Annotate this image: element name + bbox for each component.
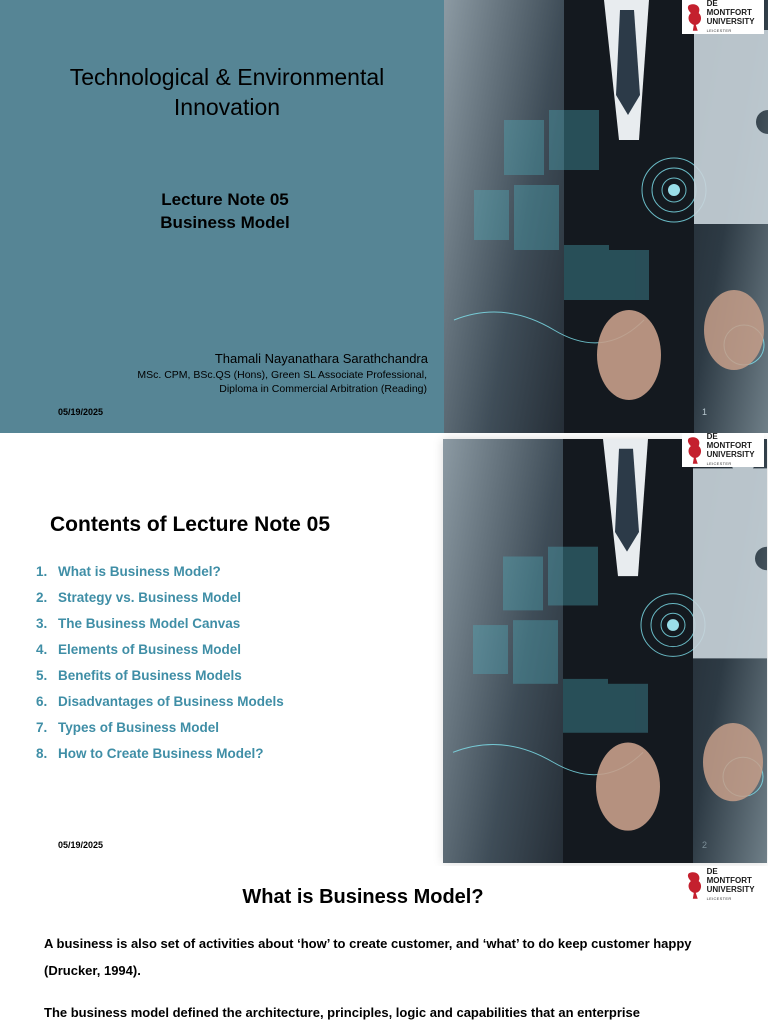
- page-number: 1: [702, 407, 708, 417]
- page-number: 2: [702, 840, 708, 850]
- university-logo: [682, 433, 764, 467]
- slide-date: 05/19/2025: [58, 840, 104, 850]
- list-item: 2. Strategy vs. Business Model: [36, 590, 242, 605]
- list-item: 8. How to Create Business Model?: [36, 746, 264, 761]
- list-item: 7. Types of Business Model: [36, 720, 220, 735]
- title-line-2: Innovation: [173, 94, 281, 120]
- contents-list: [36, 562, 284, 770]
- list-item: 1. What is Business Model?: [36, 564, 221, 579]
- author-name: Thamali Nayanathara Sarathchandra: [214, 351, 428, 366]
- slide-2: [0, 433, 768, 866]
- section-title: What is Business Model?: [242, 886, 484, 908]
- logo-line-2: UNIVERSITY: [706, 885, 755, 894]
- business-technology-photo: [444, 0, 768, 433]
- logo-line-3: LEICESTER: [706, 28, 732, 33]
- logo-line-2: UNIVERSITY: [706, 450, 755, 459]
- list-item: 6. Disadvantages of Business Models: [36, 694, 284, 709]
- photo-illustration: [443, 439, 767, 863]
- logo-line-1: DE MONTFORT: [706, 433, 752, 450]
- logo-line-1: DE MONTFORT: [706, 867, 752, 885]
- lecture-subtitle: [120, 188, 330, 234]
- slide-1: [0, 0, 768, 433]
- definition-paragraph-2: The business model defined the architecture, principles, logic and capabilities that an enterprise: [44, 1005, 640, 1020]
- list-item: 3. The Business Model Canvas: [36, 616, 241, 631]
- contents-title: Contents of Lecture Note 05: [50, 513, 331, 536]
- slide-3: [0, 866, 768, 1024]
- author-credentials: [137, 369, 427, 396]
- logo-line-3: LEICESTER: [706, 461, 732, 466]
- business-technology-photo: [443, 439, 767, 863]
- definition-paragraph-1: A business is also set of activities about ‘how’ to create customer, and ‘what’ to do keep customer happy (Drucker, 1994).: [44, 936, 692, 978]
- dmu-crest-icon: [685, 435, 705, 465]
- logo-line-3: LEICESTER: [706, 896, 732, 901]
- subtitle-line-1: Lecture Note 05: [161, 190, 289, 209]
- logo-line-2: UNIVERSITY: [706, 17, 755, 26]
- credentials-line-2: Diploma in Commercial Arbitration (Reading): [219, 382, 427, 395]
- logo-line-1: DE MONTFORT: [706, 0, 752, 17]
- slide-date: 05/19/2025: [58, 407, 104, 417]
- credentials-line-1: MSc. CPM, BSc.QS (Hons), Green SL Associate Professional,: [137, 369, 427, 381]
- presentation-title: [20, 62, 434, 122]
- dmu-crest-icon: [685, 2, 705, 32]
- university-logo: [682, 0, 764, 34]
- list-item: 5. Benefits of Business Models: [36, 668, 242, 683]
- title-line-1: Technological & Environmental: [69, 64, 385, 90]
- list-item: 4. Elements of Business Model: [36, 642, 242, 657]
- photo-illustration: [444, 0, 768, 433]
- subtitle-line-2: Business Model: [160, 213, 290, 232]
